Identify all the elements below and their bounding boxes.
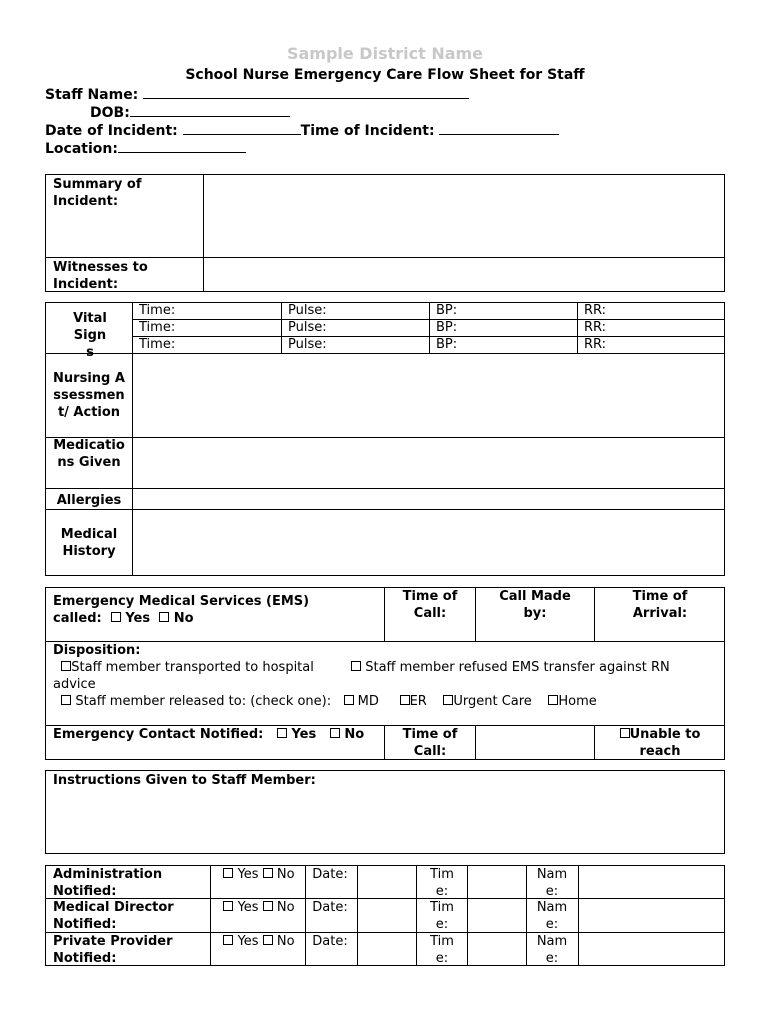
released-to-checkbox[interactable]: Staff member released to: (check one): bbox=[61, 693, 331, 710]
released-to-row bbox=[53, 693, 597, 710]
vitals-time-2[interactable]: Time: bbox=[139, 320, 176, 335]
transported-to-hospital-checkbox[interactable]: Staff member transported to hospital bbox=[61, 659, 314, 676]
dob-field[interactable] bbox=[130, 102, 290, 117]
checkbox-icon bbox=[223, 901, 233, 911]
checkbox-icon bbox=[277, 728, 287, 738]
medical-history-label: Medical History bbox=[60, 527, 118, 559]
checkbox-icon bbox=[159, 612, 169, 622]
checkbox-icon bbox=[330, 728, 340, 738]
instructions-label: Instructions Given to Staff Member: bbox=[53, 773, 316, 788]
contact-time-of-call-label: Time of Call: bbox=[402, 727, 458, 759]
checkbox-icon bbox=[61, 695, 71, 705]
checkbox-icon bbox=[548, 695, 558, 705]
allergies-field[interactable] bbox=[134, 490, 723, 507]
emergency-contact-label: Emergency Contact Notified: bbox=[53, 727, 264, 742]
disposition-line-1 bbox=[53, 659, 718, 676]
vitals-bp-3[interactable]: BP: bbox=[436, 337, 458, 352]
medical-history-field[interactable] bbox=[134, 511, 723, 574]
vital-signs-label: Vital Signs bbox=[73, 311, 107, 360]
director-date-label: Date: bbox=[312, 900, 348, 915]
er-checkbox[interactable]: ER bbox=[400, 693, 427, 710]
admin-date-label: Date: bbox=[312, 867, 348, 882]
provider-yes-checkbox[interactable]: Yes bbox=[223, 933, 258, 950]
checkbox-icon bbox=[223, 935, 233, 945]
staff-name-row bbox=[45, 84, 469, 103]
staff-name-field[interactable] bbox=[143, 84, 469, 99]
director-time-label: Time: bbox=[430, 900, 454, 932]
checkbox-icon bbox=[263, 868, 273, 878]
form-title: School Nurse Emergency Care Flow Sheet for Staff bbox=[185, 67, 585, 83]
admin-yes-checkbox[interactable]: Yes bbox=[223, 866, 258, 883]
dob-label: DOB: bbox=[90, 105, 130, 121]
private-provider-notified-label: Private Provider Notified: bbox=[53, 934, 173, 966]
refused-transfer-checkbox[interactable] bbox=[351, 659, 670, 676]
admin-no-checkbox[interactable]: No bbox=[263, 866, 295, 883]
nursing-assessment-label: Nursing Assessment/ Action bbox=[53, 371, 125, 420]
checkbox-icon bbox=[443, 695, 453, 705]
time-of-incident-field[interactable] bbox=[439, 120, 559, 135]
provider-no-checkbox[interactable]: No bbox=[263, 933, 295, 950]
staff-name-label: Staff Name: bbox=[45, 87, 139, 103]
location-label: Location: bbox=[45, 141, 118, 157]
vitals-pulse-3[interactable]: Pulse: bbox=[288, 337, 327, 352]
administration-notified-label: Administration Notified: bbox=[53, 867, 163, 899]
vitals-rr-3[interactable]: RR: bbox=[584, 337, 607, 352]
medications-given-field[interactable] bbox=[134, 439, 723, 486]
director-yes-no bbox=[220, 899, 298, 916]
checkbox-icon bbox=[111, 612, 121, 622]
urgent-care-checkbox[interactable]: Urgent Care bbox=[443, 693, 531, 710]
dob-row bbox=[90, 102, 290, 121]
vitals-pulse-2[interactable]: Pulse: bbox=[288, 320, 327, 335]
vitals-rr-1[interactable]: RR: bbox=[584, 303, 607, 318]
location-field[interactable] bbox=[118, 138, 246, 153]
call-made-by-label: Call Made by: bbox=[499, 589, 571, 621]
vitals-pulse-1[interactable]: Pulse: bbox=[288, 303, 327, 318]
provider-yes-no bbox=[220, 933, 298, 950]
director-yes-checkbox[interactable]: Yes bbox=[223, 899, 258, 916]
incident-date-time-row bbox=[45, 120, 559, 139]
disposition-label: Disposition: bbox=[53, 643, 141, 658]
checkbox-icon bbox=[620, 728, 630, 738]
vitals-rr-2[interactable]: RR: bbox=[584, 320, 607, 335]
allergies-label: Allergies bbox=[56, 493, 122, 508]
contact-no-checkbox[interactable]: No bbox=[330, 726, 364, 743]
checkbox-icon bbox=[223, 868, 233, 878]
admin-yes-no bbox=[220, 866, 298, 883]
nursing-assessment-field[interactable] bbox=[134, 355, 723, 435]
vitals-time-3[interactable]: Time: bbox=[139, 337, 176, 352]
location-row bbox=[45, 138, 246, 157]
summary-of-incident-field[interactable] bbox=[205, 176, 723, 255]
director-no-checkbox[interactable]: No bbox=[263, 899, 295, 916]
medications-given-label: Medications Given bbox=[53, 438, 125, 470]
refused-transfer-continuation: advice bbox=[53, 677, 96, 692]
date-of-incident-label: Date of Incident: bbox=[45, 123, 178, 139]
ems-called-label: Emergency Medical Services (EMS) called: bbox=[53, 594, 310, 626]
vitals-bp-2[interactable]: BP: bbox=[436, 320, 458, 335]
provider-name-label: Name: bbox=[536, 934, 568, 966]
home-checkbox[interactable]: Home bbox=[548, 693, 596, 710]
medical-director-notified-label: Medical Director Notified: bbox=[53, 900, 174, 932]
refused-transfer-text: Staff member refused EMS transfer against RN bbox=[365, 660, 670, 675]
summary-of-incident-label: Summary of Incident: bbox=[53, 177, 142, 209]
contact-time-field[interactable] bbox=[477, 727, 593, 758]
witnesses-label: Witnesses to Incident: bbox=[53, 260, 148, 292]
admin-name-label: Name: bbox=[536, 867, 568, 899]
emergency-contact-row bbox=[53, 726, 378, 743]
ems-time-of-call-label: Time of Call: bbox=[402, 589, 458, 621]
provider-date-label: Date: bbox=[312, 934, 348, 949]
director-name-label: Name: bbox=[536, 900, 568, 932]
checkbox-icon bbox=[263, 935, 273, 945]
provider-time-label: Time: bbox=[430, 934, 454, 966]
ems-called-row bbox=[53, 593, 343, 627]
witnesses-field[interactable] bbox=[205, 259, 723, 290]
time-of-incident-label: Time of Incident: bbox=[300, 123, 435, 139]
ems-no-checkbox[interactable]: No bbox=[159, 610, 193, 627]
checkbox-icon bbox=[400, 695, 410, 705]
ems-yes-checkbox[interactable]: Yes bbox=[111, 610, 150, 627]
checkbox-icon bbox=[344, 695, 354, 705]
vitals-bp-1[interactable]: BP: bbox=[436, 303, 458, 318]
checkbox-icon bbox=[61, 661, 71, 671]
district-name: Sample District Name bbox=[286, 44, 484, 63]
contact-yes-checkbox[interactable]: Yes bbox=[277, 726, 316, 743]
checkbox-icon bbox=[263, 901, 273, 911]
unable-to-reach-checkbox[interactable]: Unable to reach bbox=[608, 726, 712, 760]
vitals-time-1[interactable]: Time: bbox=[139, 303, 176, 318]
admin-time-label: Time: bbox=[430, 867, 454, 899]
date-of-incident-field[interactable] bbox=[183, 120, 301, 135]
md-checkbox[interactable]: MD bbox=[344, 693, 379, 710]
time-of-arrival-label: Time of Arrival: bbox=[632, 589, 688, 621]
checkbox-icon bbox=[351, 661, 361, 671]
